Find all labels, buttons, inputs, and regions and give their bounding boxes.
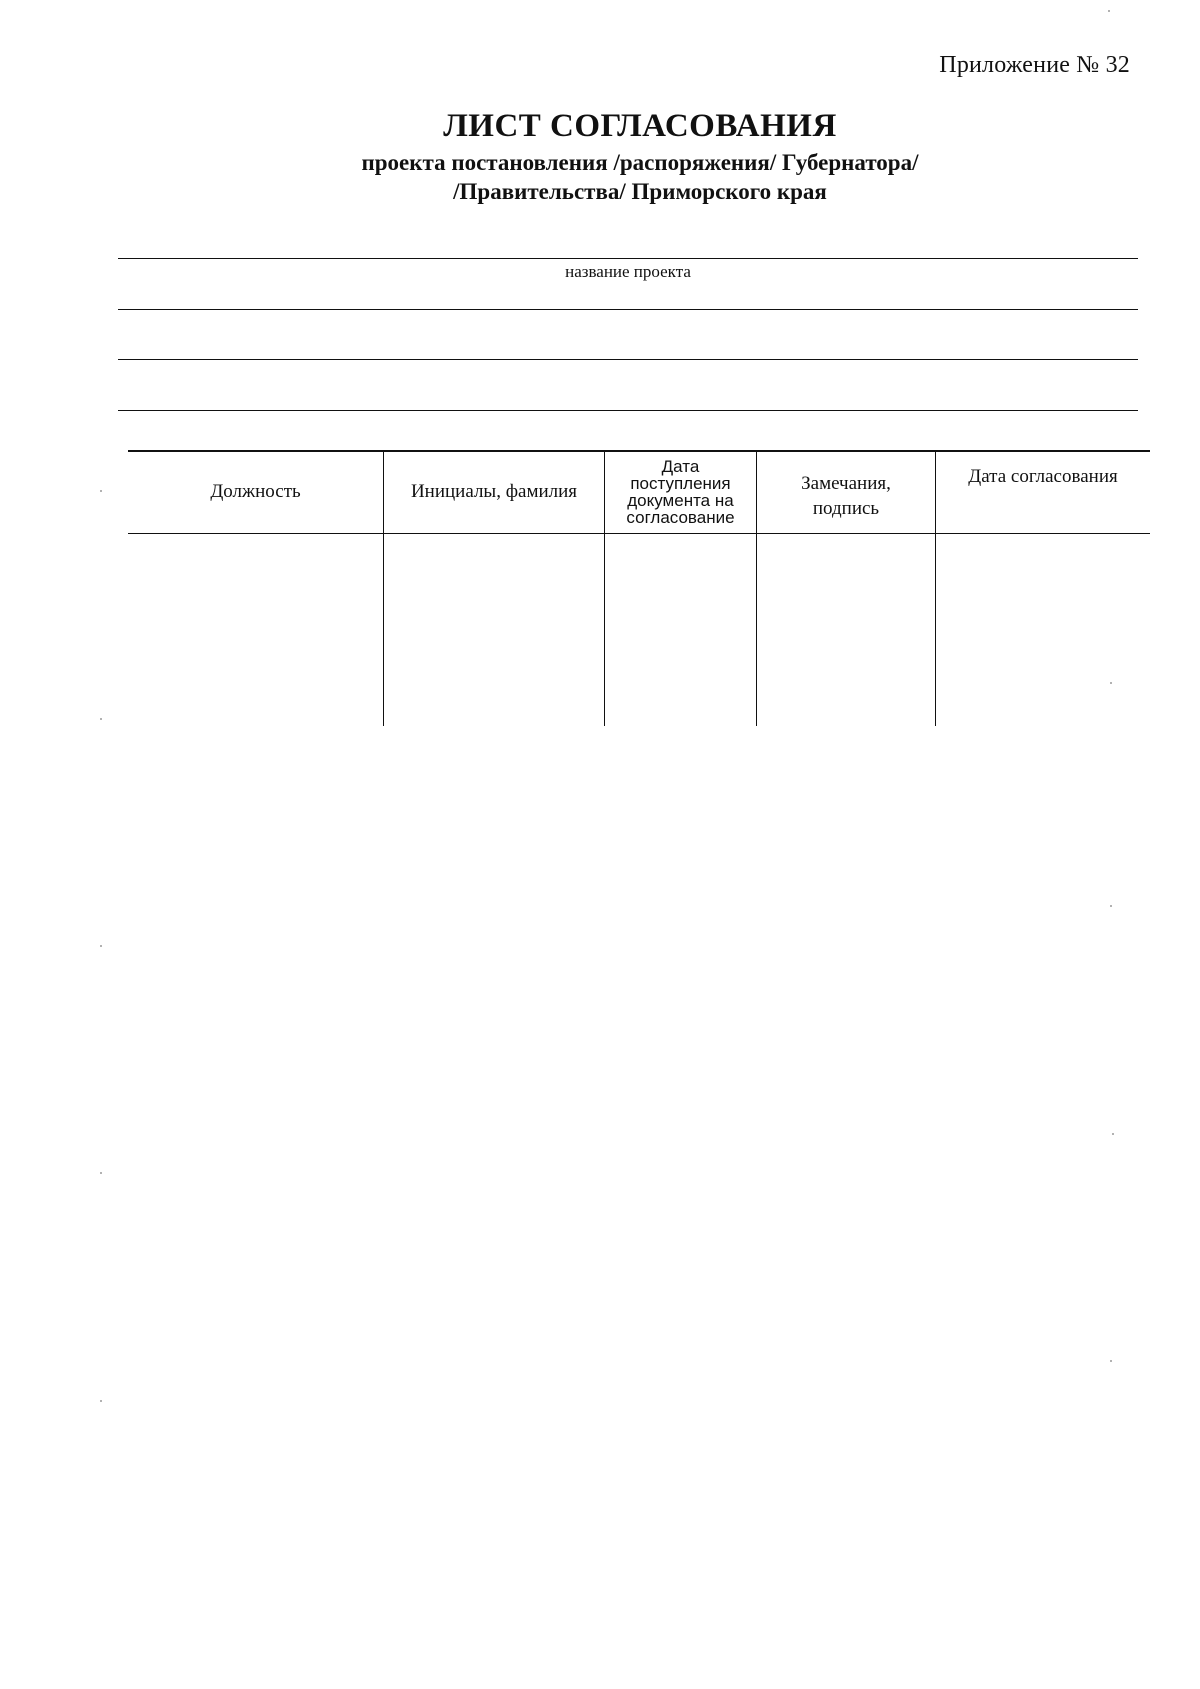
column-divider	[383, 450, 384, 726]
subtitle-line-1: проекта постановления /распоряжения/ Губернатора/	[361, 150, 919, 175]
header-position-label: Должность	[210, 480, 301, 502]
header-received-line-4: согласование	[626, 507, 735, 527]
header-received-line-3: документа на	[627, 490, 734, 510]
cell-position[interactable]	[128, 535, 383, 726]
header-approval-date-label: Дата согласования	[968, 466, 1118, 487]
column-divider	[935, 450, 936, 726]
document-title: ЛИСТ СОГЛАСОВАНИЯ	[443, 108, 837, 144]
scan-speck	[100, 718, 102, 720]
header-approval-date	[936, 450, 1150, 533]
project-name-caption: название проекта	[565, 262, 691, 281]
project-name-line-4[interactable]	[118, 410, 1138, 411]
scan-speck	[100, 490, 102, 492]
header-initials-surname	[384, 450, 604, 533]
table-header-border	[128, 533, 1150, 534]
appendix-label: Приложение № 32	[939, 52, 1130, 78]
header-position	[128, 450, 383, 533]
header-received-line-1: Дата	[661, 456, 700, 476]
header-name-label: Инициалы, фамилия	[410, 480, 578, 502]
scan-speck	[100, 1172, 102, 1174]
cell-received-date[interactable]	[605, 535, 756, 726]
scan-speck	[1110, 1360, 1112, 1362]
cell-remarks-signature[interactable]	[757, 535, 935, 726]
header-remarks-line-1: Замечания,	[801, 472, 891, 494]
document-subtitle	[0, 148, 1200, 206]
approval-table	[128, 450, 1150, 726]
project-name-line-3[interactable]	[118, 359, 1138, 360]
project-name-line-1[interactable]	[118, 258, 1138, 259]
table-row	[128, 535, 1150, 726]
header-received-date	[605, 450, 756, 533]
project-name-line-2[interactable]	[118, 309, 1138, 310]
scan-speck	[100, 945, 102, 947]
scan-speck	[1110, 905, 1112, 907]
header-remarks-line-2: подпись	[812, 497, 880, 519]
scan-speck	[100, 1400, 102, 1402]
header-remarks-signature	[757, 454, 935, 537]
scan-speck	[1112, 1133, 1114, 1135]
scan-speck	[1110, 682, 1112, 684]
header-received-line-2: поступления	[630, 473, 731, 493]
column-divider	[756, 450, 757, 726]
subtitle-line-2: /Правительства/ Приморского края	[453, 179, 827, 204]
cell-approval-date[interactable]	[936, 535, 1150, 726]
scan-speck	[1108, 10, 1110, 12]
cell-initials-surname[interactable]	[384, 535, 604, 726]
column-divider	[604, 450, 605, 726]
